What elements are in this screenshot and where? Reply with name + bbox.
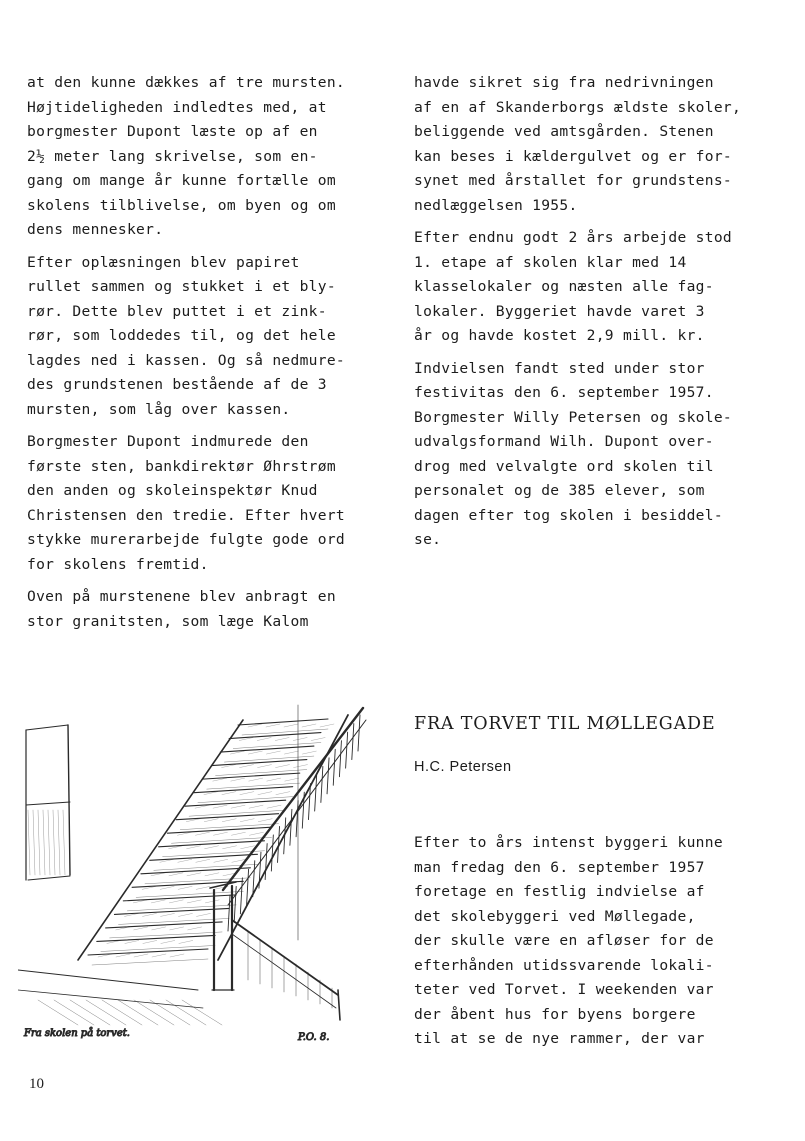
text-line: lokaler. Byggeriet havde varet 3 [414,302,705,320]
text-line: mursten, som låg over kassen. [27,400,291,418]
text-line: Højtideligheden indledtes med, at [27,98,327,116]
page-number: 10 [29,1076,44,1092]
text-line: udvalgsformand Wilh. Dupont over- [414,433,714,450]
text-line: festivitas den 6. september 1957. [414,384,714,401]
text-line: den anden og skoleinspektør Knud [27,482,318,499]
text-line: at den kunne dækkes af tre mursten. [27,74,346,91]
paragraph [414,71,784,218]
text-line: des grundstenen bestående af de 3 [27,376,327,393]
text-line: nedlæggelsen 1955. [414,196,578,214]
text-line: Indvielsen fandt sted under stor [414,359,705,377]
text-line: 1. etape af skolen klar med 14 [414,253,687,271]
text-line: der skulle være en afløser for de [414,932,714,949]
text-line: stor granitsten, som læge Kalom [27,612,309,630]
text-line: Oven på murstenene blev anbragt en [27,588,336,605]
text-line: Efter to års intenst byggeri kunne [414,834,723,851]
text-line: personalet og de 385 elever, som [414,482,705,499]
text-line: man fredag den 6. september 1957 [414,858,705,876]
text-line: foretage en festlig indvielse af [414,883,705,900]
text-line: se. [414,531,442,548]
text-line: dagen efter tog skolen i besiddel- [414,506,723,524]
paragraph [414,831,784,1052]
staircase-illustration [18,690,380,1060]
text-line: 2½ meter lang skrivelse, som en- [27,147,318,165]
text-line: klasselokaler og næsten alle fag- [414,278,714,295]
text-line: gang om mange år kunne fortælle om [27,172,336,189]
text-line: Borgmester Dupont indmurede den [27,433,309,450]
text-line: det skolebyggeri ved Møllegade, [414,907,696,925]
text-line: stykke murerarbejde fulgte gode ord [27,531,346,548]
text-line: Efter oplæsningen blev papiret [27,253,300,271]
text-line: Efter endnu godt 2 års arbejde stod [414,229,733,246]
article-title: FRA TORVET TIL MØLLEGADE [414,714,716,734]
text-line: Borgmester Willy Petersen og skole- [414,408,733,426]
text-line: år og havde kostet 2,9 mill. kr. [414,327,705,344]
text-line: synet med årstallet for grundstens- [414,172,733,189]
article-body [414,831,784,1060]
text-line: rør. Dette blev puttet i et zink- [27,302,327,320]
text-line: havde sikret sig fra nedrivningen [414,74,714,91]
paragraph [414,226,784,349]
text-line: der åbent hus for byens borgere [414,1005,696,1023]
text-line: skolens tilblivelse, om byen og om [27,196,336,214]
text-line: til at se de nye rammer, der var [414,1030,705,1047]
paragraph [27,71,387,243]
text-line: første sten, bankdirektør Øhrstrøm [27,457,336,475]
article-author: H.C. Petersen [414,759,512,775]
illustration-signature: P.O. 8. [298,1032,330,1043]
text-line: Christensen den tredie. Efter hvert [27,506,346,524]
illustration-caption: Fra skolen på torvet. [24,1028,130,1039]
text-line: kan beses i kældergulvet og er for- [414,147,733,165]
text-line: lagdes ned i kassen. Og så nedmure- [27,351,346,369]
left-column [27,71,387,642]
text-line: efterhånden utidssvarende lokali- [414,956,714,974]
text-line: beliggende ved amtsgården. Stenen [414,123,714,140]
text-line: teter ved Torvet. I weekenden var [414,981,714,998]
paragraph [27,430,387,577]
text-line: rullet sammen og stukket i et bly- [27,278,336,295]
text-line: borgmester Dupont læste op af en [27,123,318,140]
text-line: rør, som loddedes til, og det hele [27,327,336,344]
text-line: drog med velvalgte ord skolen til [414,457,714,475]
text-line: for skolens fremtid. [27,555,209,573]
paragraph [27,585,387,634]
text-line: dens mennesker. [27,221,164,238]
text-line: af en af Skanderborgs ældste skoler, [414,98,742,116]
paragraph [414,357,784,553]
right-column [414,71,784,561]
paragraph [27,251,387,423]
staircase-drawing [18,705,366,1025]
